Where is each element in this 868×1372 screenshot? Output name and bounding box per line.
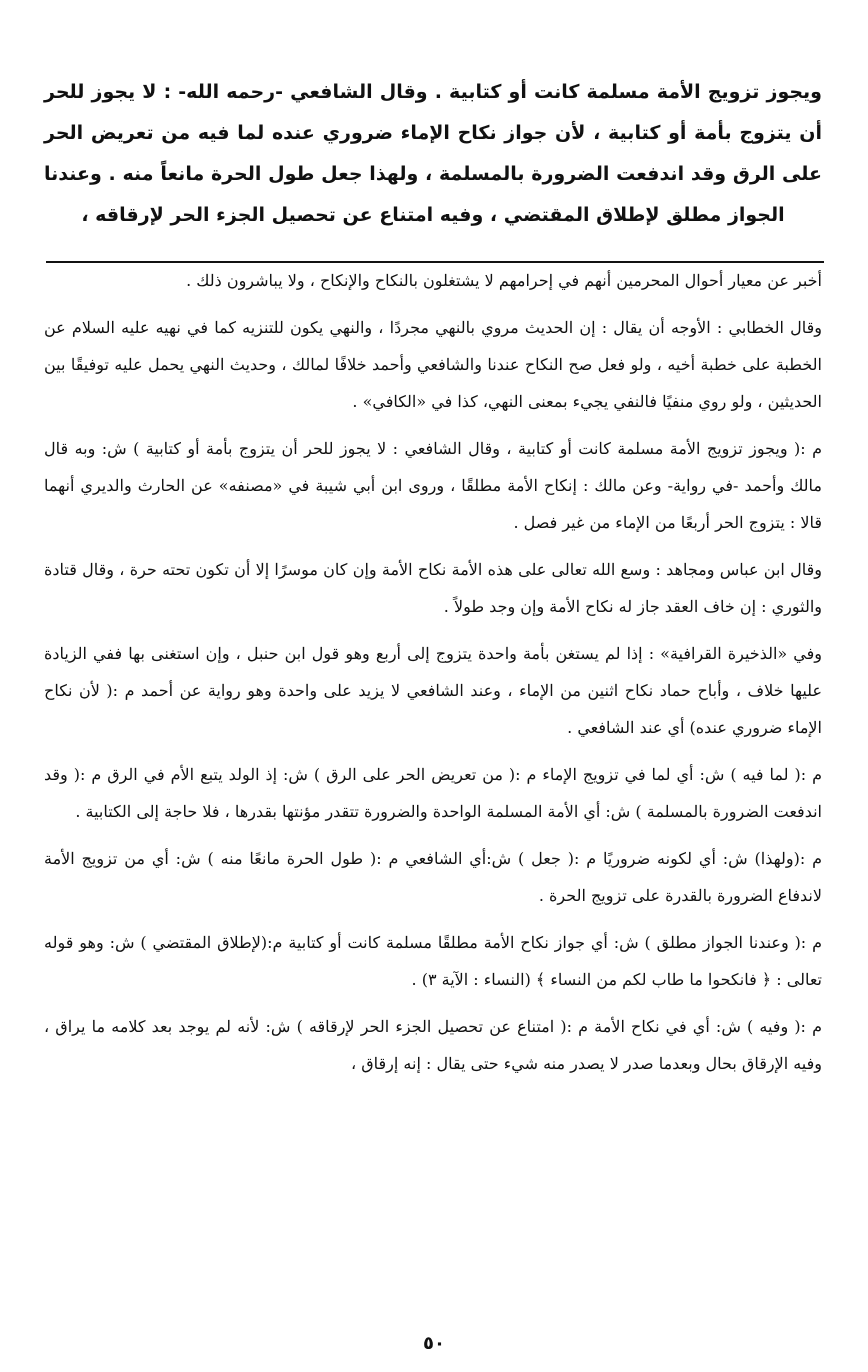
main-text-block	[44, 72, 822, 236]
commentary-paragraph-9: م :( وفيه ) ش: أي في نكاح الأمة م :( امتناع عن تحصيل الجزء الحر لإرقاقه ) ش: لأنه لم يوجد بعد كلامه ما يراق ، وفيه الإرقاق بحال وبعدما صدر لا يصدر منه شيء حتى يقال : إنه إرقاق ،	[44, 1017, 822, 1073]
page-number: ٥٠	[423, 1333, 445, 1354]
commentary-paragraph-8: م :( وعندنا الجواز مطلق ) ش: أي جواز نكاح الأمة مطلقًا مسلمة كانت أو كتابية م:(لإطلاق المقتضي ) ش: وهو قوله تعالى : ﴿ فانكحوا ما طاب لكم من النساء ﴾ (النساء : الآية ٣) .	[44, 933, 822, 989]
paragraph-gap	[44, 420, 822, 430]
paragraph-gap	[44, 830, 822, 840]
paragraph-gap	[44, 998, 822, 1008]
commentary-paragraph-5: وفي «الذخيرة القرافية» : إذا لم يستغن بأمة واحدة يتزوج إلى أربع وهو قول ابن حنبل ، وإن استغنى بها ففي الزيادة عليها خلاف ، وأباح حماد نكاح اثنين من الإماء ، وعند الشافعي لا يزيد على واحدة وهو رواية عن أحمد م :( لأن نكاح الإماء ضروري عنده) أي عند الشافعي .	[44, 644, 822, 737]
paragraph-gap	[44, 625, 822, 635]
paragraph-gap	[44, 746, 822, 756]
paragraph-gap	[44, 914, 822, 924]
paragraph-gap	[44, 299, 822, 309]
paragraph-gap	[44, 541, 822, 551]
commentary-paragraph-6: م :( لما فيه ) ش: أي لما في تزويج الإماء م :( من تعريض الحر على الرق ) ش: إذ الولد يتبع الأم في الرق م :( وقد اندفعت الضرورة بالمسلمة ) ش: أي الأمة المسلمة الواحدة والضرورة تتقدر مؤنتها بقدرها ، فلا حاجة إلى الكتابية .	[44, 765, 822, 821]
commentary-paragraph-7: م :(ولهذا) ش: أي لكونه ضروريًا م :( جعل ) ش:أي الشافعي م :( طول الحرة مانعًا منه ) ش: أي من تزويج الأمة لاندفاع الضرورة بالقدرة على تزويج الحرة .	[44, 849, 822, 905]
commentary-block	[44, 262, 822, 1082]
commentary-paragraph-3: م :( ويجوز تزويج الأمة مسلمة كانت أو كتابية ، وقال الشافعي : لا يجوز للحر أن يتزوج بأمة أو كتابية ) ش: وبه قال مالك وأحمد -في رواية- وعن مالك : إنكاح الأمة مطلقًا ، وروى ابن أبي شيبة في «مصنفه» عن الحارث والديري أنهما قالا : يتزوج الحر أربعًا من الإماء من غير فصل .	[44, 439, 822, 532]
commentary-paragraph-4: وقال ابن عباس ومجاهد : وسع الله تعالى على هذه الأمة نكاح الأمة وإن كان موسرًا إلا أن تكون تحته حرة ، وقال قتادة والثوري : إن خاف العقد جاز له نكاح الأمة وإن وجد طولاً .	[44, 560, 822, 616]
main-text-paragraph: ويجوز تزويج الأمة مسلمة كانت أو كتابية . وقال الشافعي -رحمه الله- : لا يجوز للحر أن يتزوج بأمة أو كتابية ، لأن جواز نكاح الإماء ضروري عنده لما فيه من تعريض الحر على الرق وقد اندفعت الضرورة بالمسلمة ، ولهذا جعل طول الحرة مانعاً منه . وعندنا الجواز مطلق لإطلاق المقتضي ، وفيه امتناع عن تحصيل الجزء الحر لإرقاقه ،	[44, 81, 822, 226]
commentary-paragraph-1: أخبر عن معيار أحوال المحرمين أنهم في إحرامهم لا يشتغلون بالنكاح والإنكاح ، ولا يباشرون ذلك .	[186, 271, 822, 290]
commentary-paragraph-2: وقال الخطابي : الأوجه أن يقال : إن الحديث مروي بالنهي مجردًا ، والنهي يكون للتنزيه كما في نهيه عليه السلام عن الخطبة على خطبة أخيه ، ولو فعل صح النكاح عندنا والشافعي وأحمد خلافًا لمالك ، وحديث النهي يحمل عليه توفيقًا بين الحديثين ، ولو روي منفيًا فالنفي يجيء بمعنى النهي، كذا في «الكافي» .	[44, 318, 822, 411]
